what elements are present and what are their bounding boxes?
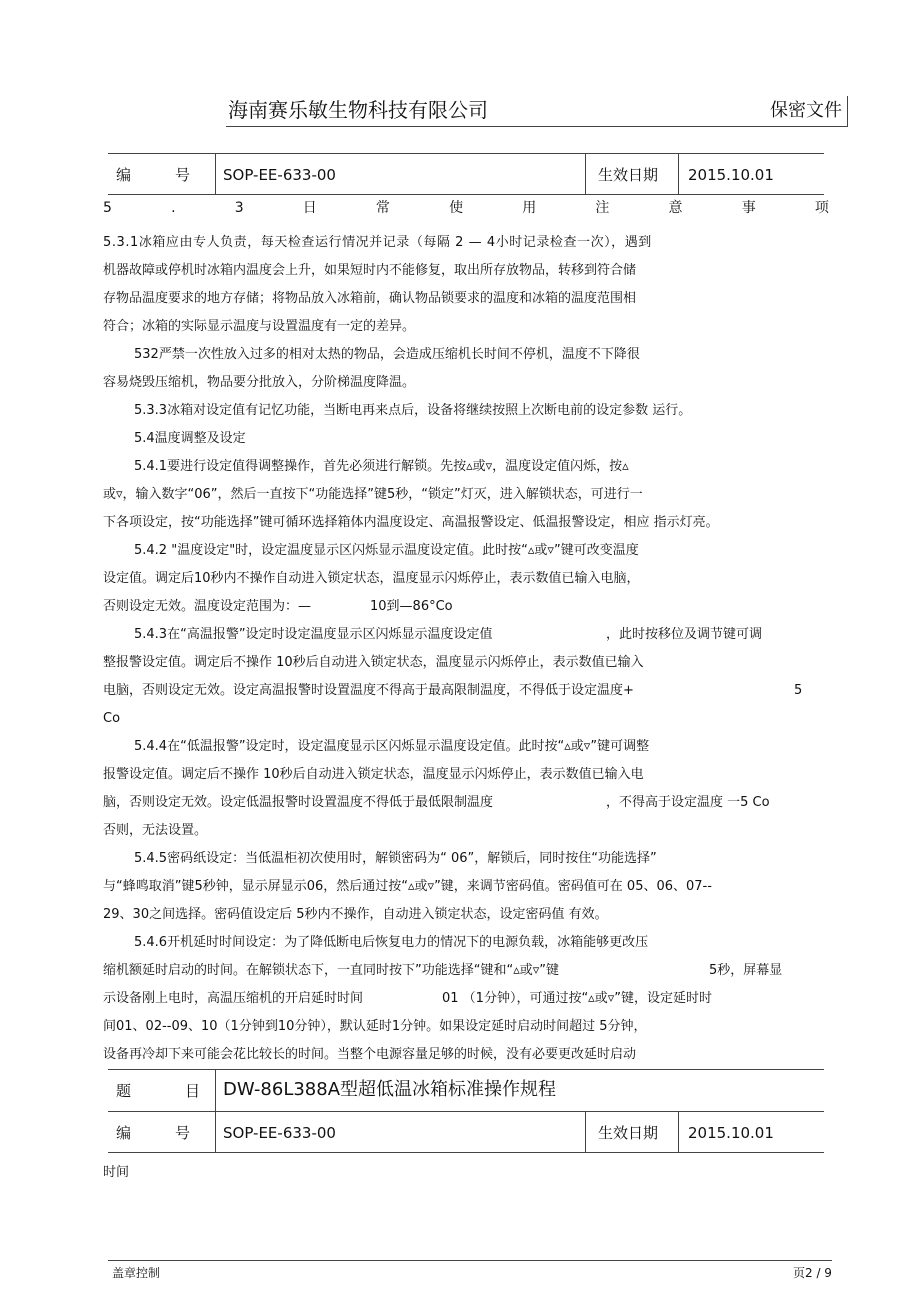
bottom-table-divider-1	[215, 1069, 216, 1152]
bottom-table-divider-3	[678, 1111, 679, 1152]
body-line: 下各项设定，按“功能选择”键可循环选择箱体内温度设定、高温报警设定、低温报警设定，相应 指示灯亮。	[103, 515, 719, 530]
doc-no-label-char-2: 号	[175, 1124, 191, 1142]
title-label-char-1: 题	[116, 1082, 132, 1100]
bottom-table-divider-2	[585, 1111, 586, 1152]
body-line: 5.4.2 "温度设定"时，设定温度显示区闪烁显示温度设定值。此时按“▵或▿”键可改变温度	[134, 543, 639, 558]
body-line: 532严禁一次性放入过多的相对太热的物品，会造成压缩机长时间不停机，温度不下降很	[134, 347, 640, 362]
body-line: 否则设定无效。温度设定范围为：—	[103, 599, 312, 614]
body-line: 存物品温度要求的地方存储；将物品放入冰箱前，确认物品锁要求的温度和冰箱的温度范围相	[103, 291, 637, 306]
doc-no-label-char-2: 号	[175, 166, 191, 184]
confidential-label: 保密文件	[770, 100, 842, 121]
body-line: 5.4.5密码纸设定：当低温柜初次使用时，解锁密码为“ 06”，解锁后，同时按住“功能选择”	[134, 851, 657, 866]
doc-no-value: SOP-EE-633-00	[223, 1124, 336, 1142]
body-line: 报警设定值。调定后不操作 10秒后自动进入锁定状态，温度显示闪烁停止，表示数值已输入电	[103, 767, 644, 782]
page-number: 页2 / 9	[793, 1266, 832, 1280]
section-heading	[103, 198, 829, 218]
body-line: 5.4.4在“低温报警”设定时，设定温度显示区闪烁显示温度设定值。此时按“▵或▿”键可调整	[134, 739, 650, 754]
top-table-border-bottom	[108, 194, 824, 195]
effective-date-label: 生效日期	[598, 1124, 659, 1142]
effective-date-value: 2015.10.01	[688, 166, 774, 184]
footer-rule	[108, 1260, 832, 1261]
body-line: 设定值。调定后10秒内不操作自动进入锁定状态，温度显示闪烁停止，表示数值已输入电脑，	[103, 571, 640, 586]
heading-char: 事	[741, 200, 756, 216]
effective-date-value: 2015.10.01	[688, 1124, 774, 1142]
body-line: 整报警设定值。调定后不操作 10秒后自动进入锁定状态，温度显示闪烁停止，表示数值已输入	[103, 655, 644, 670]
heading-char: .	[171, 200, 176, 216]
header-rule	[226, 126, 848, 127]
body-line: Co	[103, 711, 121, 726]
heading-char: 注	[595, 200, 610, 216]
body-line: 01 （1分钟），可通过按“▵或▿”键，设定延时时	[442, 991, 712, 1006]
doc-no-label-char-1: 编	[116, 1124, 132, 1142]
heading-char: 用	[522, 200, 537, 216]
doc-no-label-char-1: 编	[116, 166, 132, 184]
doc-no-value: SOP-EE-633-00	[223, 166, 336, 184]
heading-char: 项	[814, 200, 829, 216]
body-line: 或▿，输入数字“06”，然后一直按下“功能选择”键5秒，“锁定”灯灭，进入解锁状态，可进行一	[103, 487, 643, 502]
header-rule-right	[847, 96, 848, 126]
top-table-divider-2	[585, 153, 586, 194]
body-line: 电脑，否则设定无效。设定高温报警时设置温度不得高于最高限制温度，不得低于设定温度+	[103, 683, 634, 698]
body-line: 符合；冰箱的实际显示温度与设置温度有一定的差异。	[103, 319, 416, 334]
document-title: DW-86L388A型超低温冰箱标准操作规程	[223, 1079, 557, 1100]
body-line: ，不得高于设定温度 一5 Co	[606, 795, 770, 810]
body-line: 容易烧毁压缩机，物品要分批放入，分阶梯温度降温。	[103, 375, 416, 390]
body-line: 5.3.3冰箱对设定值有记忆功能，当断电再来点后，设备将继续按照上次断电前的设定参数 运行。	[134, 403, 692, 418]
body-line: 缩机额延时启动的时间。在解锁状态下，一直同时按下”功能选择“键和“▵或▿”键	[103, 963, 559, 978]
body-line: 机器故障或停机时冰箱内温度会上升，如果短时内不能修复，取出所存放物品，转移到符合储	[103, 263, 637, 278]
body-line: 5.4.1要进行设定值得调整操作，首先必须进行解锁。先按▵或▿，温度设定值闪烁，按▵	[134, 459, 629, 474]
body-line: 5.4.3在“高温报警”设定时设定温度显示区闪烁显示温度设定值	[134, 627, 493, 642]
bottom-table-border-bottom	[108, 1152, 824, 1153]
body-line: 5.4温度调整及设定	[134, 431, 246, 446]
heading-char: 常	[375, 200, 390, 216]
title-label-char-2: 目	[185, 1082, 201, 1100]
body-line: 10到—86°Co	[370, 599, 453, 614]
heading-char: 3	[234, 200, 244, 216]
effective-date-label: 生效日期	[598, 166, 659, 184]
body-line: 与“蜂鸣取消”键5秒钟，显示屏显示06，然后通过按“▵或▿”键，来调节密码值。密码值可在 05、06、07--	[103, 879, 712, 894]
body-line: 29、30之间选择。密码值设定后 5秒内不操作，自动进入锁定状态，设定密码值 有效。	[103, 907, 608, 922]
body-line: 示设备刚上电时，高温压缩机的开启延时时间	[103, 991, 364, 1006]
company-name: 海南赛乐敏生物科技有限公司	[228, 98, 488, 122]
body-line: 设备再冷却下来可能会花比较长的时间。当整个电源容量足够的时候，没有必要更改延时启动	[103, 1047, 637, 1062]
top-table-divider-3	[678, 153, 679, 194]
tail-text: 时间	[103, 1165, 130, 1180]
body-line: 否则，无法设置。	[103, 823, 208, 838]
body-line: ，此时按移位及调节键可调	[606, 627, 763, 642]
heading-char: 使	[449, 200, 464, 216]
body-line: 5秒，屏幕显	[709, 963, 783, 978]
top-table-divider-1	[215, 153, 216, 194]
heading-char: 意	[668, 200, 683, 216]
heading-char: 5	[103, 200, 112, 216]
body-line: 5	[794, 683, 803, 698]
body-line: 间01、02--09、10（1分钟到10分钟），默认延时1分钟。如果设定延时启动时间超过 5分钟，	[103, 1019, 647, 1034]
body-line: 脑，否则设定无效。设定低温报警时设置温度不得低于最低限制温度	[103, 795, 494, 810]
body-line: 5.3.1冰箱应由专人负责，每天检查运行情况并记录（每隔 2 — 4小时记录检查一次），遇到	[103, 235, 652, 250]
heading-char: 日	[302, 200, 317, 216]
stamp-control-label: 盖章控制	[112, 1266, 161, 1280]
body-line: 5.4.6开机延时时间设定：为了降低断电后恢复电力的情况下的电源负载，冰箱能够更改压	[134, 935, 649, 950]
